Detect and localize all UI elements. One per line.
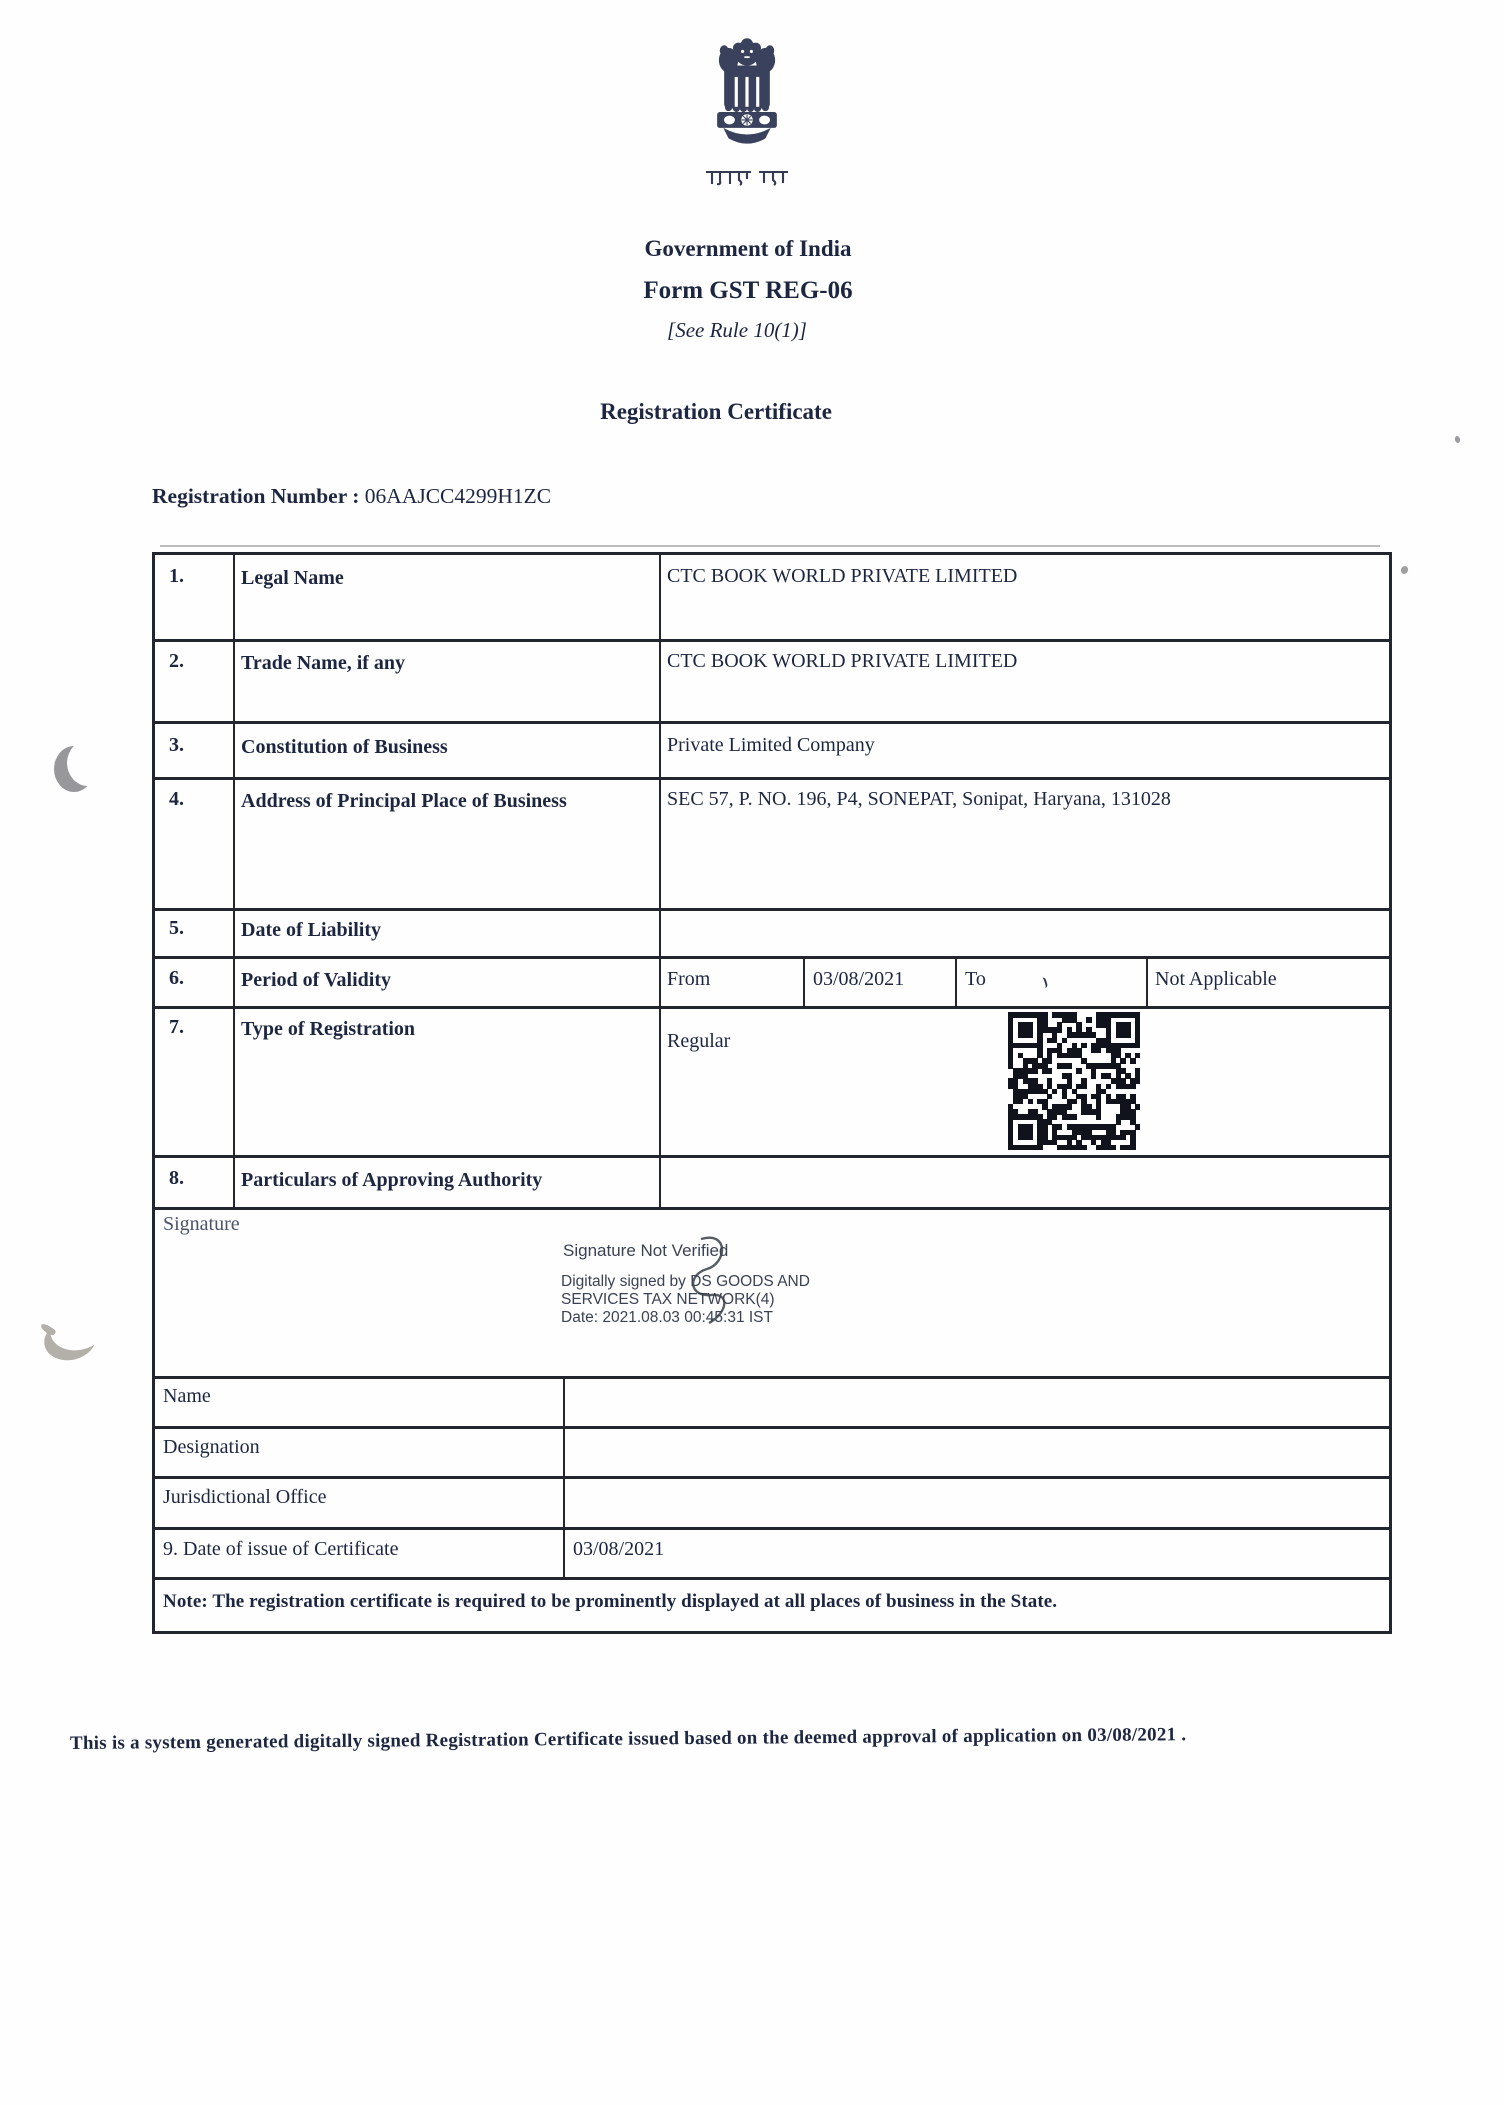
row-border	[155, 1155, 1389, 1158]
row-border	[155, 721, 1389, 724]
authority-row-label: Jurisdictional Office	[163, 1486, 327, 1508]
row-value: CTC BOOK WORLD PRIVATE LIMITED	[667, 565, 1018, 587]
row-border	[155, 1207, 1389, 1210]
validity-subcolumn-border	[1146, 956, 1148, 1006]
row-label: Constitution of Business	[241, 736, 448, 758]
validity-from-label: From	[667, 968, 711, 990]
validity-subcolumn-border	[955, 956, 957, 1006]
registration-number-line	[152, 484, 551, 509]
authority-column-border	[563, 1376, 565, 1577]
authority-row-label: Designation	[163, 1436, 260, 1458]
registration-number-label: Registration Number :	[152, 484, 360, 508]
row-value: Private Limited Company	[667, 734, 875, 756]
row-number: 7.	[169, 1016, 184, 1038]
row-number: 6.	[169, 967, 184, 989]
validity-from-value: 03/08/2021	[813, 968, 905, 990]
row-number: 3.	[169, 734, 184, 756]
signature-signed-by-line2: SERVICES TAX NETWORK(4)	[561, 1291, 775, 1308]
row-value: CTC BOOK WORLD PRIVATE LIMITED	[667, 650, 1018, 672]
note-text: Note: The registration certificate is required to be prominently displayed at all places of business in the State.	[163, 1591, 1058, 1612]
row-label: Address of Principal Place of Business	[241, 790, 567, 812]
row-value: Regular	[667, 1030, 731, 1052]
government-of-india-heading: Government of India	[644, 236, 852, 261]
row-border	[155, 908, 1389, 911]
signature-date-line: Date: 2021.08.03 00:45:31 IST	[561, 1309, 773, 1326]
form-title: Form GST REG-06	[643, 277, 853, 304]
footer-statement: This is a system generated digitally signed Registration Certificate issued based on the deemed approval of application on 03/08/2021 .	[69, 1724, 1187, 1754]
scan-speck	[1400, 565, 1410, 575]
date-of-issue-value: 03/08/2021	[573, 1538, 665, 1560]
registration-number-value: 06AAJCC4299H1ZC	[364, 484, 552, 508]
validity-to-label: To	[965, 968, 986, 990]
row-label: Date of Liability	[241, 919, 381, 941]
authority-row-label: 9. Date of issue of Certificate	[163, 1538, 399, 1560]
scan-line-artifact	[160, 545, 1380, 547]
row-number: 2.	[169, 650, 184, 672]
scan-speck	[1454, 435, 1461, 443]
certificate-title: Registration Certificate	[600, 399, 832, 424]
row-number: 8.	[169, 1167, 184, 1189]
row-label: Type of Registration	[241, 1018, 416, 1040]
row-label: Trade Name, if any	[241, 652, 406, 674]
row-border	[155, 956, 1389, 959]
row-border	[155, 1577, 1389, 1580]
validity-subcolumn-border	[803, 956, 805, 1006]
rule-reference: [See Rule 10(1)]	[667, 318, 807, 342]
signature-signed-by-line1: Digitally signed by DS GOODS AND	[561, 1273, 810, 1290]
column-border	[233, 555, 235, 1207]
row-label: Particulars of Approving Authority	[241, 1169, 543, 1191]
satyameva-jayate-caption	[705, 168, 789, 190]
row-label: Legal Name	[241, 567, 344, 589]
emblem-of-india	[703, 33, 791, 163]
row-value: SEC 57, P. NO. 196, P4, SONEPAT, Sonipat, Haryana, 131028	[667, 788, 1171, 810]
authority-row-label: Name	[163, 1385, 211, 1407]
signature-label: Signature	[163, 1213, 240, 1235]
row-number: 5.	[169, 917, 184, 939]
qr-code	[1008, 1012, 1140, 1150]
row-border	[155, 1426, 1389, 1429]
row-border	[155, 1476, 1389, 1479]
row-border	[155, 1527, 1389, 1530]
scan-crescent-mask	[67, 740, 109, 786]
row-border	[155, 777, 1389, 780]
row-label: Period of Validity	[241, 969, 392, 991]
signature-squiggle	[673, 1233, 753, 1333]
row-border	[155, 1006, 1389, 1009]
row-border	[155, 639, 1389, 642]
devanagari-stroke-art	[705, 168, 789, 190]
column-border	[659, 555, 661, 1207]
row-number: 1.	[169, 565, 184, 587]
validity-to-value: Not Applicable	[1155, 968, 1277, 990]
row-border	[155, 1376, 1389, 1379]
signature-status: Signature Not Verified	[563, 1241, 729, 1260]
row-number: 4.	[169, 788, 184, 810]
certificate-table	[152, 552, 1392, 1634]
